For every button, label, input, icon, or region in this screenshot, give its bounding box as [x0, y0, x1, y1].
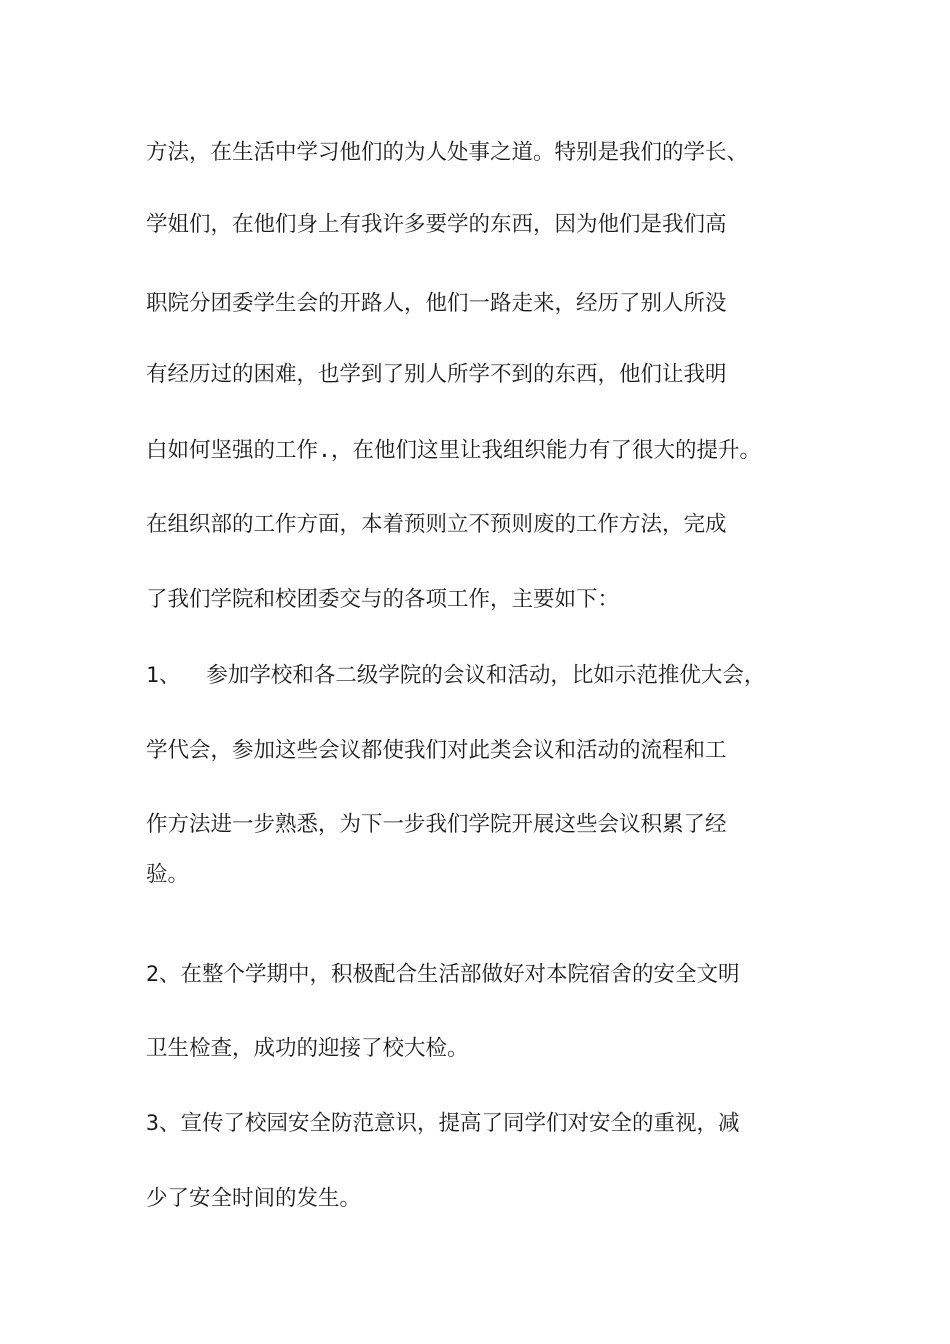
text-line: 验。: [146, 862, 190, 887]
list-item-2-line: 2、在整个学期中，积极配合生活部做好对本院宿舍的安全文明: [146, 962, 740, 987]
text-line: 作方法进一步熟悉，为下一步我们学院开展这些会议积累了经: [146, 812, 727, 837]
text-line: 少了安全时间的发生。: [146, 1186, 362, 1211]
list-item-1-line: 1、 参加学校和各二级学院的会议和活动，比如示范推优大会，: [146, 663, 766, 688]
text-line: 方法，在生活中学习他们的为人处事之道。特别是我们的学长、: [146, 140, 749, 165]
text-line: 学姐们，在他们身上有我许多要学的东西，因为他们是我们高: [146, 212, 727, 237]
text-line: 了我们学院和校团委交与的各项工作，主要如下：: [146, 587, 620, 612]
text-line: 学代会，参加这些会议都使我们对此类会议和活动的流程和工: [146, 738, 727, 763]
text-line: 白如何坚强的工作.，在他们这里让我组织能力有了很大的提升。: [146, 438, 761, 463]
text-line: 职院分团委学生会的开路人，他们一路走来，经历了别人所没: [146, 291, 727, 316]
list-item-3-line: 3、宣传了校园安全防范意识，提高了同学们对安全的重视，减: [146, 1111, 740, 1136]
text-line: 卫生检查，成功的迎接了校大检。: [146, 1036, 469, 1061]
text-line: 在组织部的工作方面，本着预则立不预则废的工作方法，完成: [146, 512, 727, 537]
text-line: 有经历过的困难，也学到了别人所学不到的东西，他们让我明: [146, 362, 727, 387]
